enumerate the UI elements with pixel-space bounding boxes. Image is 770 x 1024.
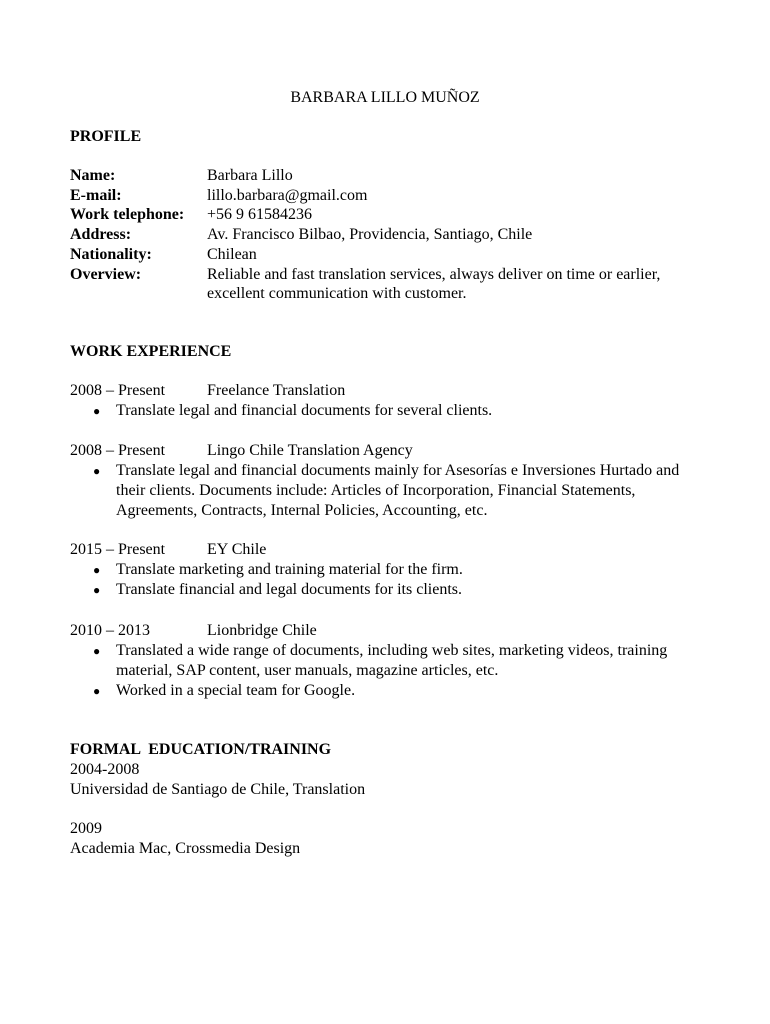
job-employer: Freelance Translation <box>207 382 346 399</box>
job-entry <box>70 540 720 600</box>
profile-row-address <box>70 225 710 245</box>
job-period: 2008 – Present <box>70 382 166 399</box>
job-entry <box>70 621 720 701</box>
profile-value: +56 9 61584236 <box>207 206 313 224</box>
bullet-icon: ● <box>93 583 101 597</box>
resume-page <box>70 0 730 1024</box>
job-bullet-text: Worked in a special team for Google. <box>116 682 356 699</box>
job-employer: EY Chile <box>207 541 267 558</box>
profile-row-nationality <box>70 245 710 265</box>
job-period: 2010 – 2013 <box>70 622 150 639</box>
job-head <box>70 381 720 401</box>
work-experience-heading: WORK EXPERIENCE <box>70 343 232 360</box>
resume-name-title: BARBARA LILLO MUÑOZ <box>290 89 480 106</box>
profile-value: Chilean <box>207 245 257 263</box>
job-entry <box>70 441 720 521</box>
job-bullet-text: Translate financial and legal documents for its clients. <box>116 581 462 598</box>
bullet-icon: ● <box>93 464 101 478</box>
education-institution: Universidad de Santiago de Chile, Translation <box>70 781 366 798</box>
profile-table <box>70 166 710 304</box>
profile-value: lillo.barbara@gmail.com <box>207 186 368 204</box>
job-head <box>70 441 720 461</box>
job-employer: Lionbridge Chile <box>207 622 317 639</box>
profile-label: Work telephone: <box>70 206 185 224</box>
list-item <box>70 580 696 600</box>
job-bullet-text: Translate marketing and training material for the firm. <box>116 561 463 578</box>
profile-label: Name: <box>70 167 116 184</box>
job-period: 2008 – Present <box>70 442 166 459</box>
profile-value: Av. Francisco Bilbao, Providencia, Santiago, Chile <box>207 226 533 244</box>
profile-row-overview <box>70 265 710 304</box>
bullet-icon: ● <box>93 404 101 418</box>
list-item <box>70 401 696 421</box>
profile-value: Barbara Lillo <box>207 167 293 184</box>
list-item <box>70 641 696 681</box>
profile-label: Address: <box>70 226 132 244</box>
job-bullet-list <box>70 401 720 421</box>
job-bullet-text: Translate legal and financial documents mainly for Asesorías e Inversiones Hurtado and their clients. Documents include: Articles of Incorporation, Financial Statements, Agreements, Contracts, Internal Policies, Accounting, etc. <box>116 462 680 519</box>
job-head <box>70 540 720 560</box>
profile-label: E-mail: <box>70 186 122 204</box>
education-heading: FORMAL EDUCATION/TRAINING <box>70 741 332 758</box>
job-employer: Lingo Chile Translation Agency <box>207 442 413 459</box>
job-head <box>70 621 720 641</box>
bullet-icon: ● <box>93 644 101 658</box>
job-entry <box>70 381 720 421</box>
bullet-icon: ● <box>93 684 101 698</box>
profile-row-telephone <box>70 205 710 225</box>
job-bullet-list <box>70 560 720 600</box>
education-entry <box>70 760 670 800</box>
profile-label: Overview: <box>70 265 142 283</box>
education-years: 2004-2008 <box>70 761 140 778</box>
list-item <box>70 560 696 580</box>
job-bullet-list <box>70 641 720 701</box>
education-years: 2009 <box>70 820 102 837</box>
list-item <box>70 681 696 701</box>
education-institution: Academia Mac, Crossmedia Design <box>70 840 301 857</box>
profile-row-email <box>70 186 710 206</box>
list-item <box>70 461 696 521</box>
job-bullet-text: Translated a wide range of documents, including web sites, marketing videos, training material, SAP content, user manuals, magazine articles, etc. <box>116 642 668 679</box>
profile-label: Nationality: <box>70 245 152 263</box>
job-bullet-text: Translate legal and financial documents for several clients. <box>116 402 493 419</box>
bullet-icon: ● <box>93 563 101 577</box>
job-bullet-list <box>70 461 720 521</box>
profile-heading: PROFILE <box>70 128 142 145</box>
profile-row-name <box>70 166 710 186</box>
job-period: 2015 – Present <box>70 541 166 558</box>
profile-value: Reliable and fast translation services, always deliver on time or earlier, excellent communication with customer. <box>207 265 661 303</box>
education-entry <box>70 819 670 859</box>
